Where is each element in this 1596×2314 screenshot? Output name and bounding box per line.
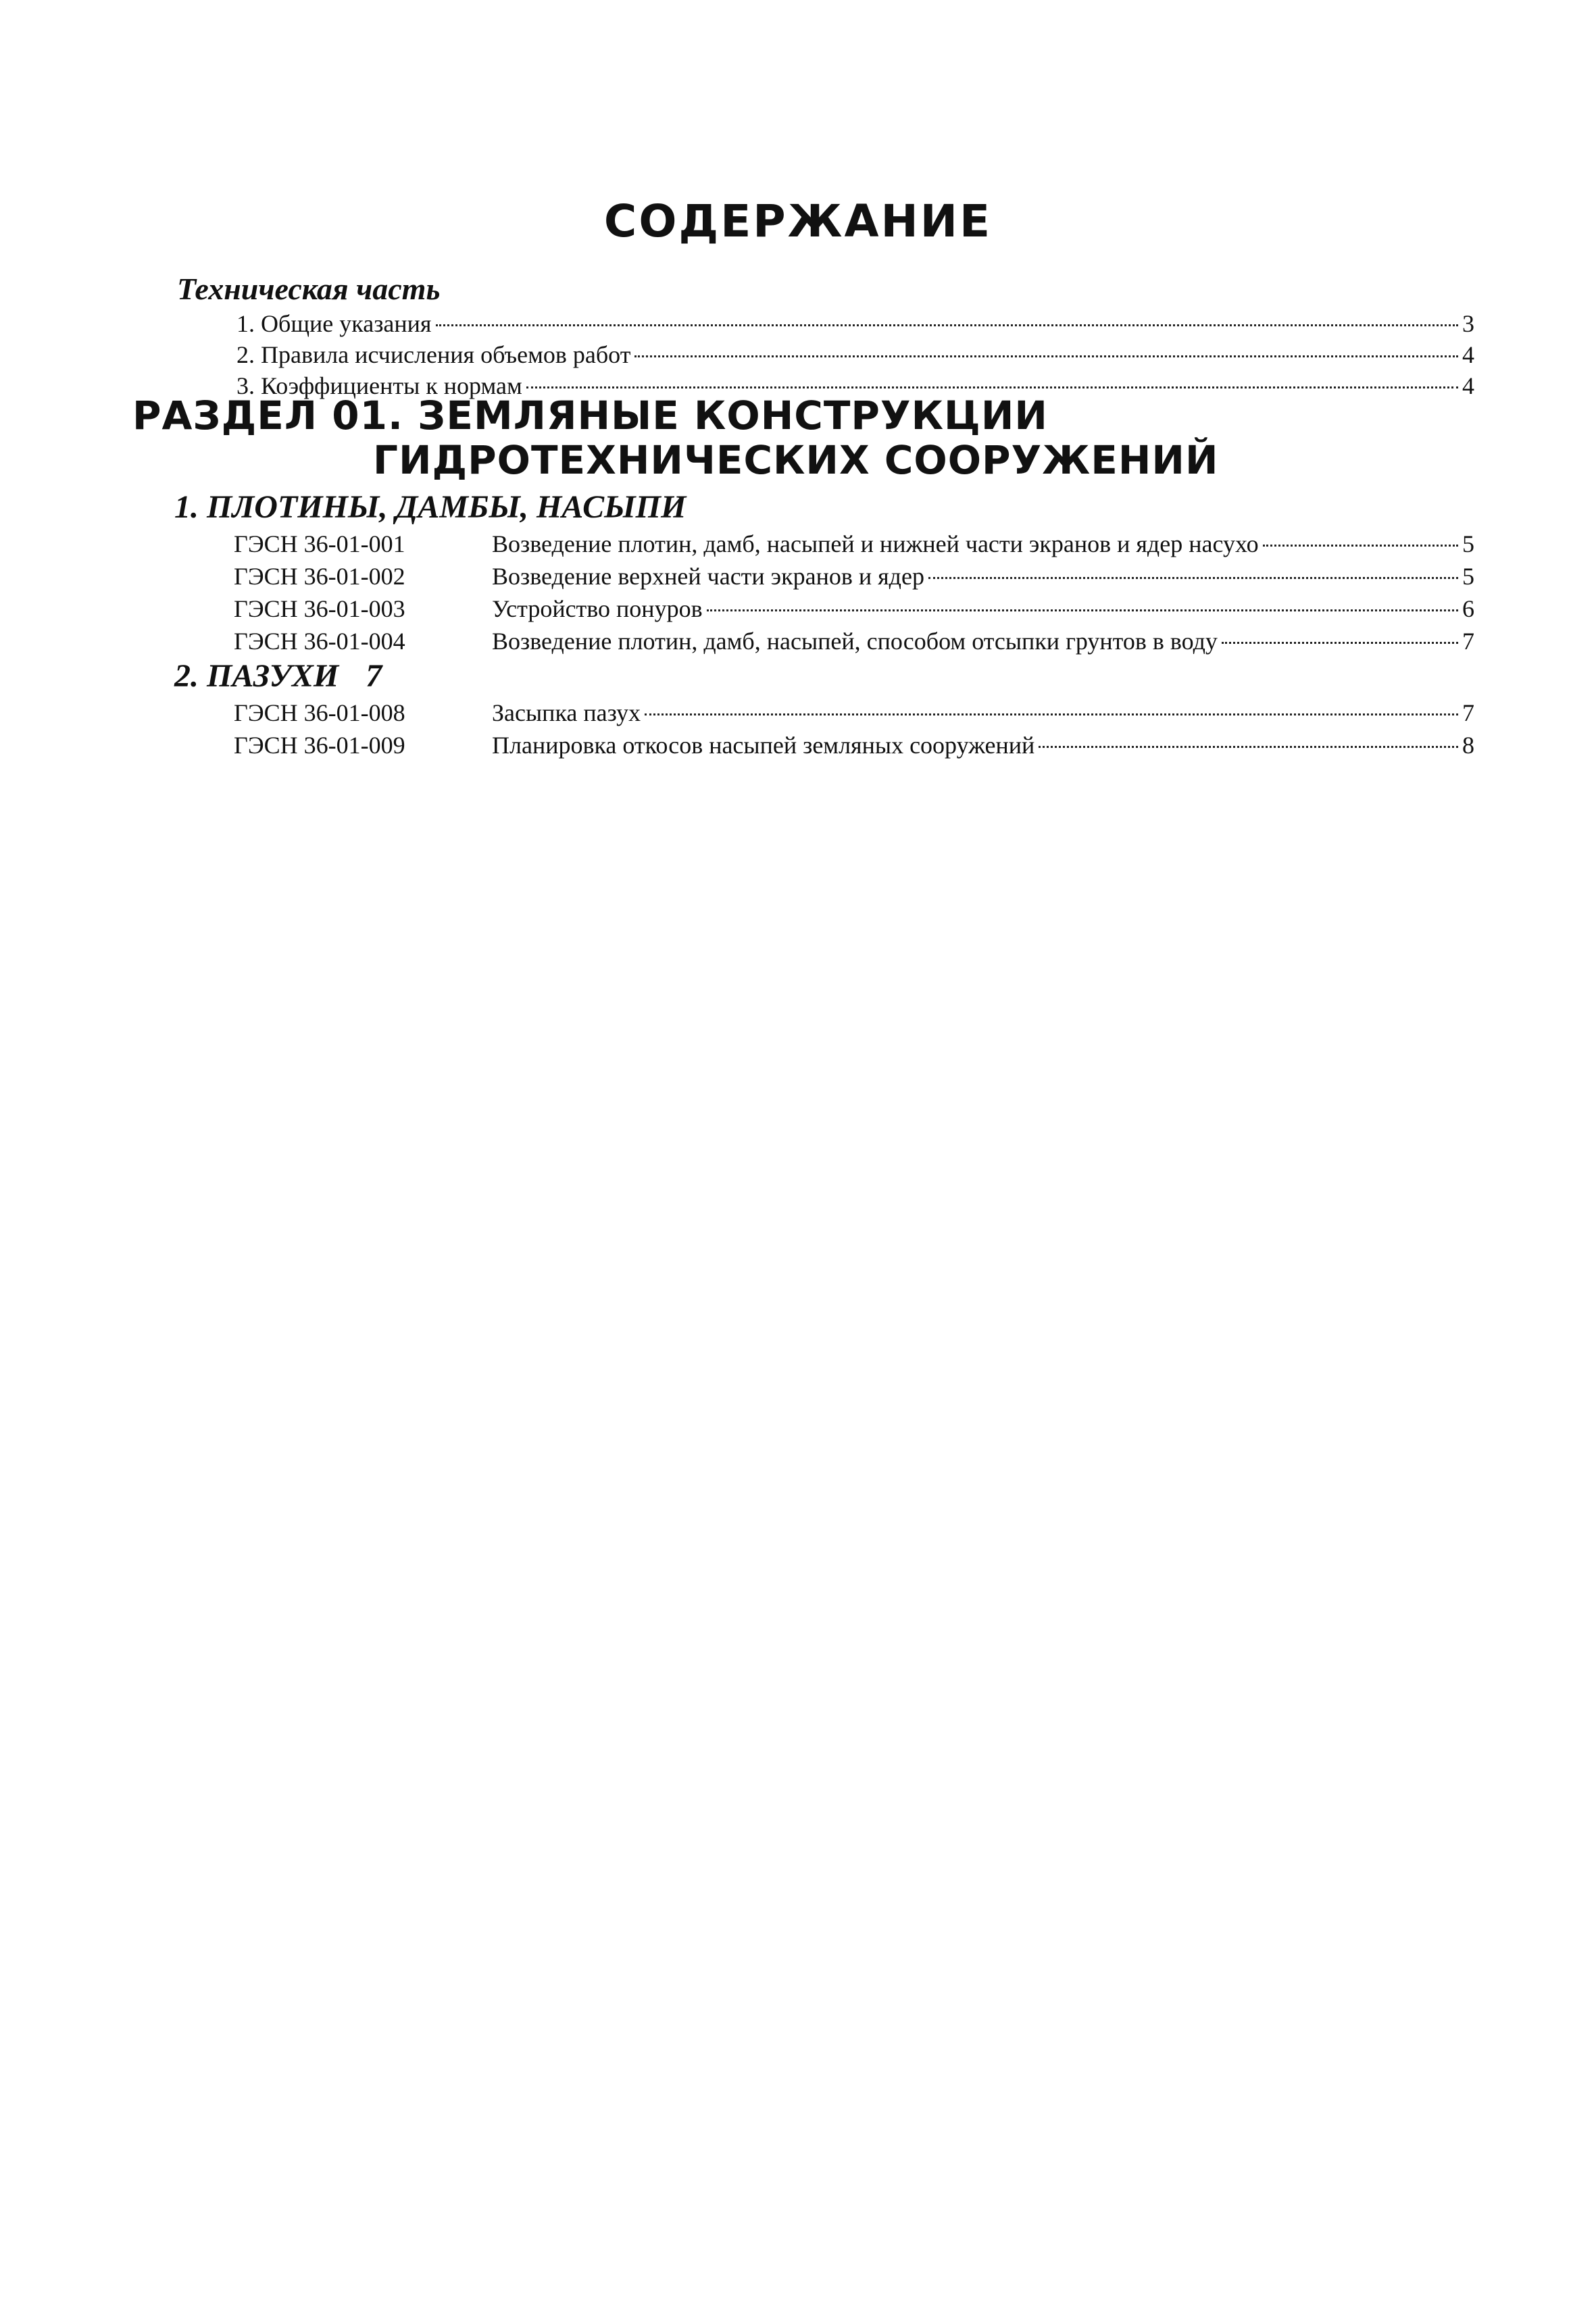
toc-page-number: 8 [1462,732,1474,759]
entry-title: Устройство понуров [492,595,703,622]
dot-leader [707,609,1458,611]
toc-item-label: 1. Общие указания [236,310,432,337]
toc-page-number: 7 [1462,628,1474,655]
toc-entry [234,593,1474,624]
toc-item-label: 3. Коэффициенты к нормам [236,372,522,399]
toc-entry [234,561,1474,592]
technical-part-heading: Техническая часть [177,272,441,306]
toc-page-number: 4 [1462,341,1474,368]
entry-title: Возведение плотин, дамб, насыпей и нижней части экранов и ядер насухо [492,530,1259,557]
entry-code: ГЭСН 36-01-003 [234,595,405,622]
entry-code: ГЭСН 36-01-001 [234,530,405,557]
entry-code: ГЭСН 36-01-009 [234,732,405,759]
dot-leader [1039,746,1458,748]
toc-page-number: 7 [1462,699,1474,726]
entry-title: Планировка откосов насыпей земляных сооружений [492,732,1035,759]
toc-page-number: 4 [1462,372,1474,399]
document-title: СОДЕРЖАНИЕ [603,195,993,247]
toc-page-number: 5 [1462,563,1474,590]
entry-title: Возведение плотин, дамб, насыпей, способом отсыпки грунтов в воду [492,628,1218,655]
toc-entry [234,697,1474,728]
toc-page-number: 6 [1462,595,1474,622]
section-heading [132,393,1484,482]
dot-leader [436,324,1459,326]
toc-item-general [236,308,1474,339]
toc-entry [234,626,1474,657]
subsection-page-number: 7 [366,658,382,694]
dot-leader [1222,642,1458,644]
dot-leader [1263,545,1458,547]
subsection-title: 2. ПАЗУХИ [174,658,339,694]
toc-entry [234,528,1474,559]
entry-title: Засыпка пазух [492,699,641,726]
toc-item-label: 2. Правила исчисления объемов работ [236,341,631,368]
entry-code: ГЭСН 36-01-008 [234,699,405,726]
entry-title: Возведение верхней части экранов и ядер [492,563,924,590]
dot-leader [526,386,1458,388]
entry-code: ГЭСН 36-01-002 [234,563,405,590]
toc-entry [234,730,1474,761]
entry-code: ГЭСН 36-01-004 [234,628,405,655]
subsection-heading-sinuses [174,657,382,696]
dot-leader [634,355,1458,357]
section-heading-line1: РАЗДЕЛ 01. ЗЕМЛЯНЫЕ КОНСТРУКЦИИ [132,393,1048,438]
subsection-title: 1. ПЛОТИНЫ, ДАМБЫ, НАСЫПИ [174,489,687,525]
toc-page-number: 3 [1462,310,1474,337]
toc-item-rules [236,339,1474,370]
dot-leader [928,577,1458,579]
dot-leader [645,713,1458,715]
subsection-heading-dams [174,488,686,527]
section-heading-line2: ГИДРОТЕХНИЧЕСКИХ СООРУЖЕНИЙ [373,437,1219,483]
toc-page-number: 5 [1462,530,1474,557]
